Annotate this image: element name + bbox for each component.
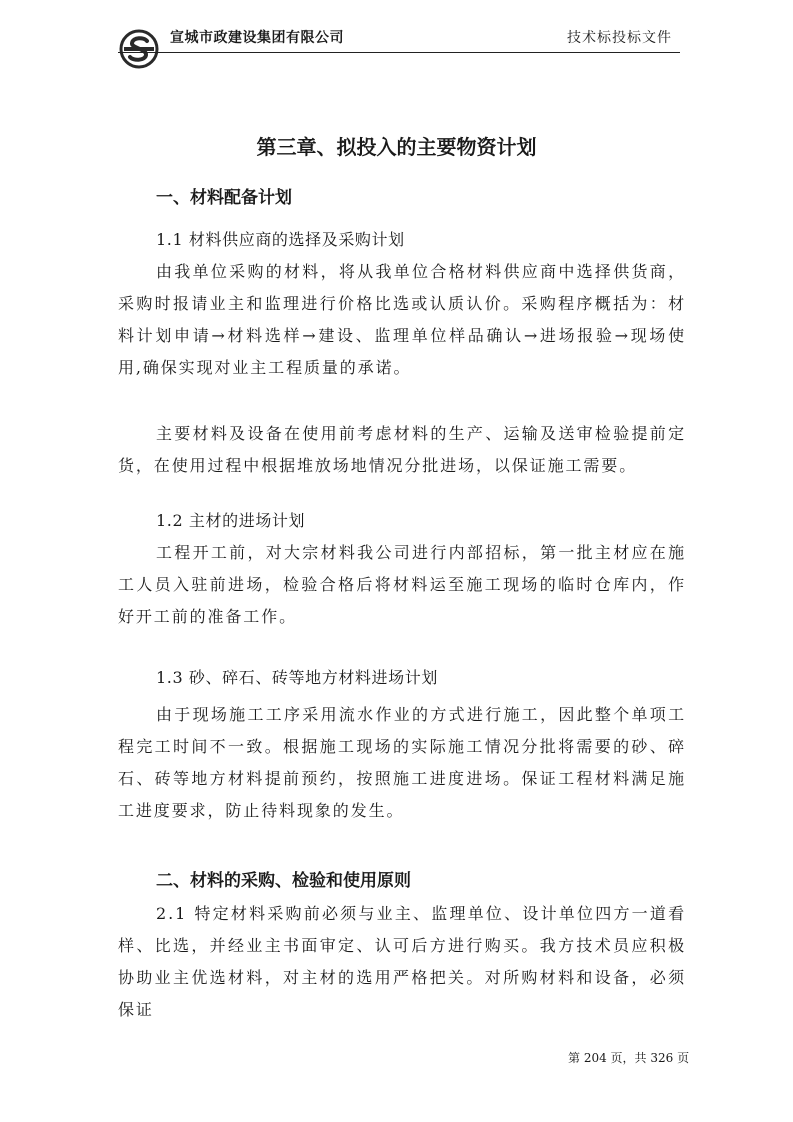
subsection-title-1-2: 1.2 主材的进场计划 — [156, 511, 306, 530]
paragraph-supplier-selection: 由我单位采购的材料，将从我单位合格材料供应商中选择供货商，采购时报请业主和监理进行价格比选或认质认价。采购程序概括为：材料计划申请→材料选样→建设、监理单位样品确认→进场报验→现场使用,确保实现对业主工程质量的承诺。 — [118, 262, 686, 377]
page-header — [0, 0, 793, 80]
company-name: 宣城市政建设集团有限公司 — [170, 30, 344, 46]
paragraph-local-materials: 由于现场施工工序采用流水作业的方式进行施工，因此整个单项工程完工时间不一致。根据施工现场的实际施工情况分批将需要的砂、碎石、砖等地方材料提前预约，按照施工进度进场。保证工程材料满足施工进度要求，防止待料现象的发生。 — [118, 705, 686, 820]
subsection-title-1-1: 1.1 材料供应商的选择及采购计划 — [156, 230, 405, 249]
section-heading-material-plan: 一、材料配备计划 — [156, 188, 292, 208]
subsection-title-1-3: 1.3 砂、碎石、砖等地方材料进场计划 — [156, 668, 438, 687]
section-heading-procurement-principles: 二、材料的采购、检验和使用原则 — [156, 871, 411, 891]
paragraph-material-ordering: 主要材料及设备在使用前考虑材料的生产、运输及送审检验提前定货，在使用过程中根据堆放场地情况分批进场，以保证施工需要。 — [118, 424, 686, 475]
chapter-title: 第三章、拟投入的主要物资计划 — [256, 135, 537, 159]
paragraph-special-materials: 2.1 特定材料采购前必须与业主、监理单位、设计单位四方一道看样、比选，并经业主书面审定、认可后方进行购买。我方技术员应积极协助业主优选材料，对主材的选用严格把关。对所购材料和设备，必须保证 — [118, 904, 686, 1019]
page-number: 第 204 页，共 326 页 — [568, 1051, 690, 1065]
document-type-label: 技术标投标文件 — [567, 30, 672, 46]
paragraph-main-material-entry: 工程开工前，对大宗材料我公司进行内部招标，第一批主材应在施工人员入驻前进场，检验合格后将材料运至施工现场的临时仓库内，作好开工前的准备工作。 — [118, 543, 686, 626]
company-logo-icon — [118, 28, 160, 70]
header-divider — [118, 52, 680, 53]
